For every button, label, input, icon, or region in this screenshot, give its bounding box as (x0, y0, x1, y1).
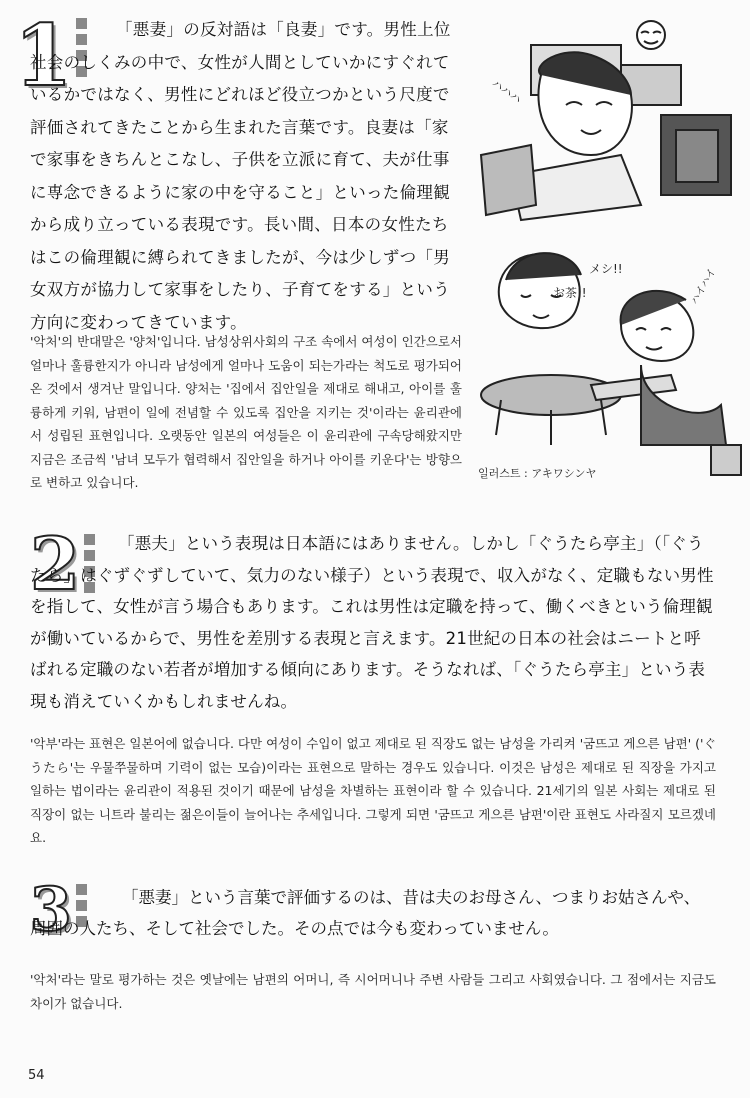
section-3-korean-text: '악처'라는 말로 평가하는 것은 옛날에는 남편의 어머니, 즉 시어머니나 주변 사람들 그리고 사회였습니다. 그 점에서는 지금도 차이가 없습니다. (30, 972, 716, 1011)
illus-sfx-ocha: お茶!! (553, 286, 587, 300)
illustration-cartoon (470, 4, 750, 486)
illus-sfx-haha: ハハハ (489, 76, 524, 107)
section-3-number: 3 (30, 875, 72, 945)
section-1-korean-text: '악처'의 반대말은 '양처'입니다. 남성상위사회의 구조 속에서 여성이 인간으로서 얼마나 훌륭한지가 아니라 남성에게 얼마나 도움이 되는가라는 척도로 평가되어 온 것에서 생겨난 말입니다. 양처는 '집에서 집안일을 제대로 해내고, 아이를 훌륭하게 키워, 남편이 일에 전념할 수 있도록 집안을 지키는 것'이라는 윤리관에서 성립된 표현입니다. 오랫동안 일본의 여성들은 이 윤리관에 구속당해왔지만 지금은 조금씩 '남녀 모두가 협력해서 집안일을 하거나 아이를 키운다'는 방향으로 변하고 있습니다. (30, 334, 462, 490)
section-1-japanese-text: 「悪妻」の反対語は「良妻」です。男性上位社会のしくみの中で、女性が人間としていかにすぐれているかではなく、男性にどれほど役立つかという尺度で評価されてきたことから生まれた言葉です。良妻は「家で家事をきちんとこなし、子供を立派に育て、夫が仕事に専念できるように家の中を守ること」といった倫理観から成り立っている表現です。長い間、日本の女性たちはこの倫理観に縛られてきましたが、今は少しずつ「男女双方が協力して家事をしたり、子育てをする」という方向に変わってきています。 (30, 20, 451, 332)
section-2-japanese-text: 「悪夫」という表現は日本語にはありません。しかし「ぐうたら亭主」（「ぐうたら」はぐずぐずしていて、気力のない様子）という表現で、収入がなく、定職もない男性を指して、女性が言う場合もあります。これは男性は定職を持って、働くべきという倫理観が働いているからで、男性を差別する表現と言えます。21世紀の日本の社会はニートと呼ばれる定職のない若者が増加する傾向にあります。そうなれば、「ぐうたら亭主」という表現も消えていくかもしれませんね。 (30, 534, 714, 711)
page-number: 54 (28, 1068, 45, 1083)
section-2-korean-text: '악부'라는 표현은 일본어에 없습니다. 다만 여성이 수입이 없고 제대로 된 직장도 없는 남성을 가리켜 '굼뜨고 게으른 남편' ('ぐうたら'는 우물쭈물하며 기력이 없는 모습)이라는 표현으로 말하는 경우도 있습니다. 이것은 남성은 제대로 된 직장을 가지고 일하는 법이라는 윤리관이 적용된 것이기 때문에 남성을 차별하는 표현이라 할 수 있습니다. 21세기의 일본 사회는 제대로 된 직장이 없는 니트라 불리는 젊은이들이 늘어나는 추세입니다. 그렇게 되면 '굼뜨고 게으른 남편'이란 표현도 사라질지 모르겠네요. (30, 736, 716, 845)
section-3-japanese-text: 「悪妻」という言葉で評価するのは、昔は夫のお母さん、つまりお姑さんや、周囲の人たち、そして社会でした。その点では今も変わっていません。 (30, 888, 701, 938)
illus-sfx-hai: ハイハイ (689, 266, 719, 307)
illustration-credit: 일러스트 : アキワシンヤ (478, 467, 597, 480)
illus-sfx-mesh: メシ!! (589, 262, 623, 276)
section-1-number: 1 (14, 6, 73, 105)
section-2-number: 2 (30, 521, 81, 606)
